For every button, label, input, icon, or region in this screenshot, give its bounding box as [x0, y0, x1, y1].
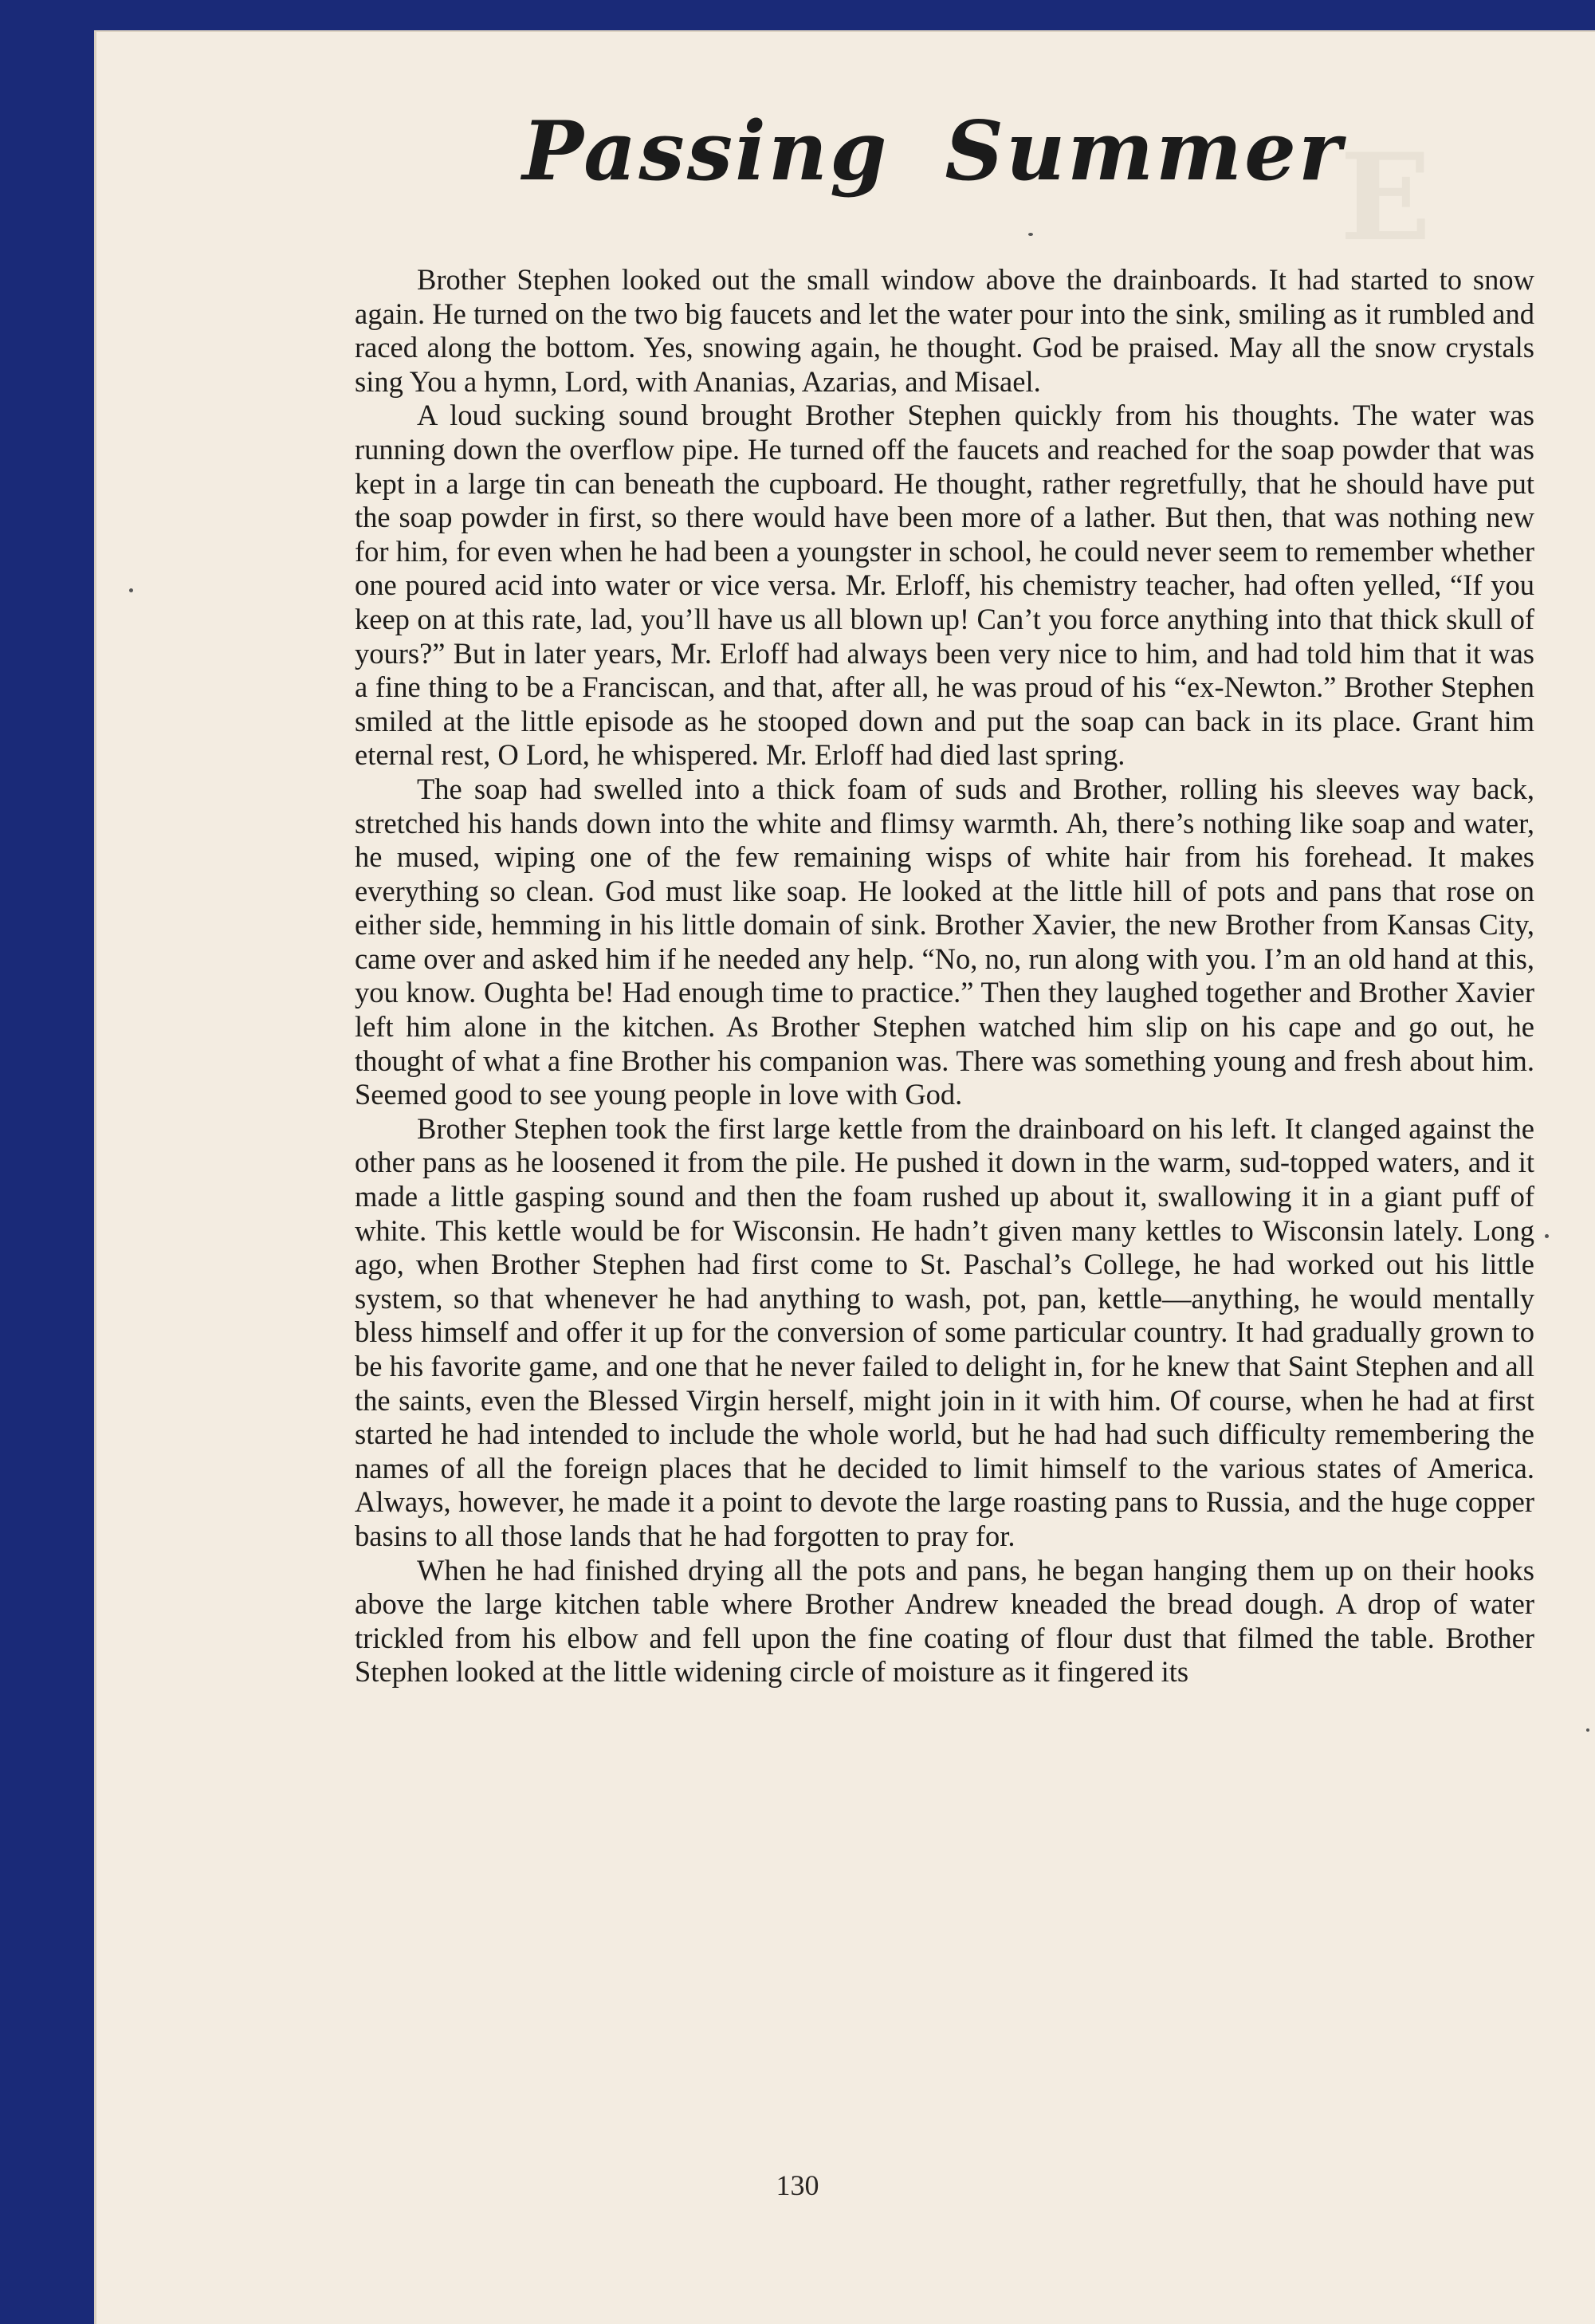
title-word-2: Summer	[945, 104, 1344, 199]
paper-speck	[1586, 1728, 1589, 1732]
page-number: 130	[776, 2169, 819, 2201]
paper-speck	[129, 588, 133, 592]
article-title	[0, 104, 1595, 199]
paragraph: When he had finished drying all the pots and pans, he began hanging them up on their hooks above the large kitchen table where Brother Andrew kneaded the bread dough. A drop of water trickled from his elbow and fell upon the fine coating of flour dust that filmed the table. Brother Stephen looked at the little widening circle of moisture as it fingered its	[355, 1553, 1534, 1689]
paper-speck	[1545, 1234, 1549, 1238]
show-through-mark: E	[1340, 128, 1440, 268]
paragraph: Brother Stephen took the first large kettle from the drainboard on his left. It clanged against the other pans as he loosened it from the pile. He pushed it down in the warm, sud-topped waters, and it made a little gasping sound and then the foam rushed up about it, swallowing it in a giant puff of white. This kettle would be for Wisconsin. He hadn’t given many kettles to Wisconsin lately. Long ago, when Brother Stephen had first come to St. Paschal’s College, he had worked out his little system, so that whenever he had anything to wash, pot, pan, kettle—anything, he would mentally bless himself and offer it up for the conversion of some particular country. It had gradually grown to be his favorite game, and one that he never failed to delight in, for he knew that Saint Stephen and all the saints, even the Blessed Virgin herself, might join in it with him. Of course, when he had at first started he had intended to include the whole world, but he had had such difficulty remembering the names of all the foreign places that he decided to limit himself to the various states of America. Always, however, he made it a point to devote the large roasting pans to Russia, and the huge copper basins to all those lands that he had forgotten to pray for.	[355, 1111, 1534, 1552]
paragraph: The soap had swelled into a thick foam of suds and Brother, rolling his sleeves way back, stretched his hands down into the white and flimsy warmth. Ah, there’s nothing like soap and water, he mused, wiping one of the few remaining wisps of white hair from his forehead. It makes everything so clean. God must like soap. He looked at the little hill of pots and pans that rose on either side, hemming in his little domain of sink. Brother Xavier, the new Brother from Kansas City, came over and asked him if he needed any help. “No, no, run along with you. I’m an old hand at this, you know. Oughta be! Had enough time to practice.” Then they laughed together and Brother Xavier left him alone in the kitchen. As Brother Stephen watched him slip on his cape and go out, he thought of what a fine Brother his companion was. There was something young and fresh about him. Seemed good to see young people in love with God.	[355, 772, 1534, 1111]
article-body	[355, 263, 1534, 1689]
paragraph: A loud sucking sound brought Brother Stephen quickly from his thoughts. The water was running down the overflow pipe. He turned off the faucets and reached for the soap powder that was kept in a large tin can beneath the cupboard. He thought, rather regretfully, that he should have put the soap powder in first, so there would have been more of a lather. But then, that was nothing new for him, for even when he had been a youngster in school, he could never seem to remember whether one poured acid into water or vice versa. Mr. Erloff, his chemistry teacher, had often yelled, “If you keep on at this rate, lad, you’ll have us all blown up! Can’t you force anything into that thick skull of yours?” But in later years, Mr. Erloff had always been very nice to him, and had told him that it was a fine thing to be a Franciscan, and that, after all, he was proud of his “ex-Newton.” Brother Stephen smiled at the little episode as he stooped down and put the soap can back in its place. Grant him eternal rest, O Lord, he whispered. Mr. Erloff had died last spring.	[355, 399, 1534, 772]
paragraph: Brother Stephen looked out the small window above the drainboards. It had started to snow again. He turned on the two big faucets and let the water pour into the sink, smiling as it rumbled and raced along the bottom. Yes, snowing again, he thought. God be praised. May all the snow crystals sing You a hymn, Lord, with Ananias, Azarias, and Misael.	[355, 263, 1534, 398]
title-word-1: Passing	[522, 104, 890, 199]
paper-speck	[1028, 233, 1033, 236]
